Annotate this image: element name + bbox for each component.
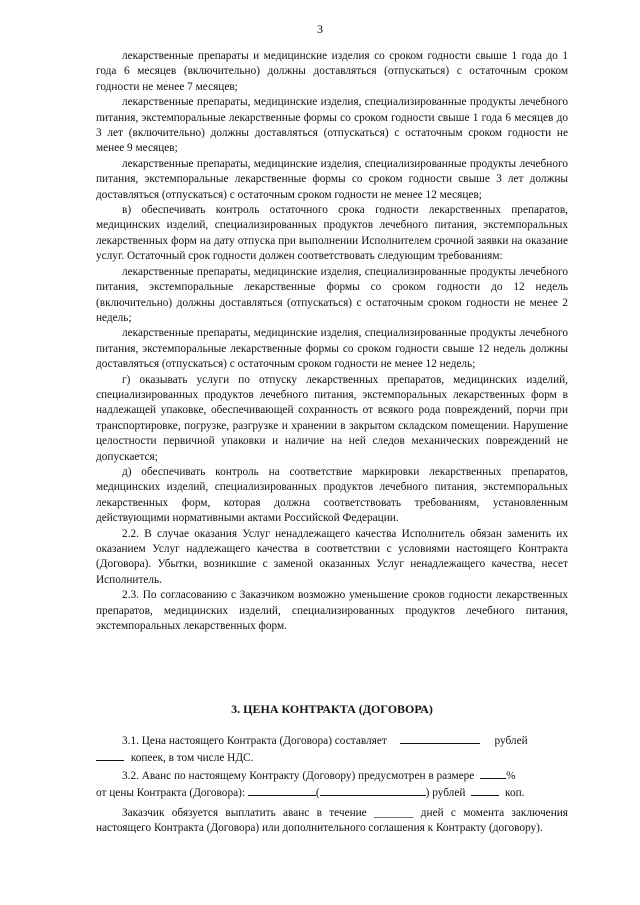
paragraph-6: лекарственные препараты, медицинские изделия, специализированные продукты лечебного питания, экстемпоральные лекарственные формы со сроком годности свыше 12 недель должны доставляться (отпускаться) с остаточным сроком годности не менее 12 недель;: [96, 327, 568, 371]
advance-amount-words-blank: [320, 784, 426, 796]
advance-kopecks-label: коп.: [505, 787, 525, 800]
price-kopecks-label: копеек, в том числе НДС.: [130, 752, 254, 765]
paragraph-10: 2.3. По согласованию с Заказчиком возможно уменьшение сроков годности лекарственных препаратов, медицинских изделий, специализированных продуктов лечебного питания, экстемпоральных лекарственных форм.: [96, 589, 568, 633]
paragraph-1: лекарственные препараты и медицинские изделия со сроком годности свыше 1 года до 1 года 6 месяцев (включительно) должны доставляться (отпускаться) с остаточным сроком годности не менее 7 месяцев;: [96, 50, 568, 93]
paragraph-4: в) обеспечивать контроль остаточного срока годности лекарственных препаратов, медицинских изделий, специализированных продуктов лечебного питания, экстемпоральных лекарственных форм на дату отпуска при выполнении Исполнителем срочной заявки на оказание услуг. Остаточный срок годности должен соответствовать следующим требованиям:: [96, 204, 568, 263]
advance-paren-open: (: [315, 787, 320, 800]
section-heading: 3. ЦЕНА КОНТРАКТА (ДОГОВОРА): [231, 702, 433, 716]
document-body: [96, 49, 568, 634]
price-kopecks-blank: [96, 749, 124, 761]
advance-amount-blank: [248, 784, 316, 796]
advance-line-1: [96, 767, 568, 784]
price-text: 3.1. Цена настоящего Контракта (Договора) составляет: [122, 735, 387, 747]
price-line-1: [96, 732, 568, 749]
advance-percent-blank: [480, 767, 506, 779]
price-section: [96, 732, 568, 836]
price-line-2: [96, 749, 568, 766]
advance-percent-sign: %: [506, 769, 516, 782]
price-rubles-label: рублей: [494, 735, 528, 747]
page-number: 3: [317, 22, 323, 36]
paragraph-3: лекарственные препараты, медицинские изделия, специализированные продукты лечебного питания, экстемпоральные лекарственные формы со сроком годности свыше 3 лет должны доставляться (отпускаться) с остаточным сроком годности не менее 12 месяцев;: [96, 157, 568, 201]
paragraph-5: лекарственные препараты, медицинские изделия, специализированные продукты лечебного питания, экстемпоральные лекарственные формы со сроком годности до 12 недель (включительно) должны доставляться (отпускаться) с остаточным сроком годности не менее 2 недель;: [96, 265, 568, 324]
paragraph-8: д) обеспечивать контроль на соответствие маркировки лекарственных препаратов, медицинских изделий, специализированных продуктов лечебного питания, экстемпоральных лекарственных форм, которая должна соответствовать требованиям, установленным действующими нормативными актами Российской Федерации.: [96, 465, 568, 525]
payment-paragraph: Заказчик обязуется выплатить аванс в течение _______ дней с момента заключения настоящего Контракта (Договора) или дополнительного соглашения к Контракту (договору).: [96, 806, 568, 835]
paragraph-9: 2.2. В случае оказания Услуг ненадлежащего качества Исполнитель обязан заменить их оказанием Услуг надлежащего качества в соответствии с условиями настоящего Контракта (Договора). Убытки, возникшие с заменой оказанных Услуг ненадлежащего качества, несет Исполнитель.: [96, 527, 568, 586]
advance-kopecks-blank: [471, 784, 499, 796]
advance-line-2: [96, 784, 568, 801]
advance-price-label: от цены Контракта (Договора):: [96, 787, 246, 800]
advance-rubles-label: ) рублей: [425, 787, 466, 800]
price-rubles-blank: [400, 732, 480, 744]
advance-text: 3.2. Аванс по настоящему Контракту (Договору) предусмотрен в размере: [122, 769, 475, 782]
paragraph-2: лекарственные препараты, медицинские изделия, специализированные продукты лечебного питания, экстемпоральные лекарственные формы со сроком годности свыше 1 года 6 месяцев до 3 лет (включительно) должны доставляться (отпускаться) с остаточным сроком годности не менее 9 месяцев;: [96, 96, 568, 155]
paragraph-7: г) оказывать услуги по отпуску лекарственных препаратов, медицинских изделий, специализированных продуктов лечебного питания, экстемпоральных лекарственных форм в надлежащей упаковке, обеспечивающей сохранность от всякого рода повреждений, порчи при транспортировке, погрузке, разгрузке и хранении в закрытом складском помещении. Нарушение целостности первичной упаковки и наличие на ней следов механических повреждений не допускается;: [96, 373, 568, 463]
